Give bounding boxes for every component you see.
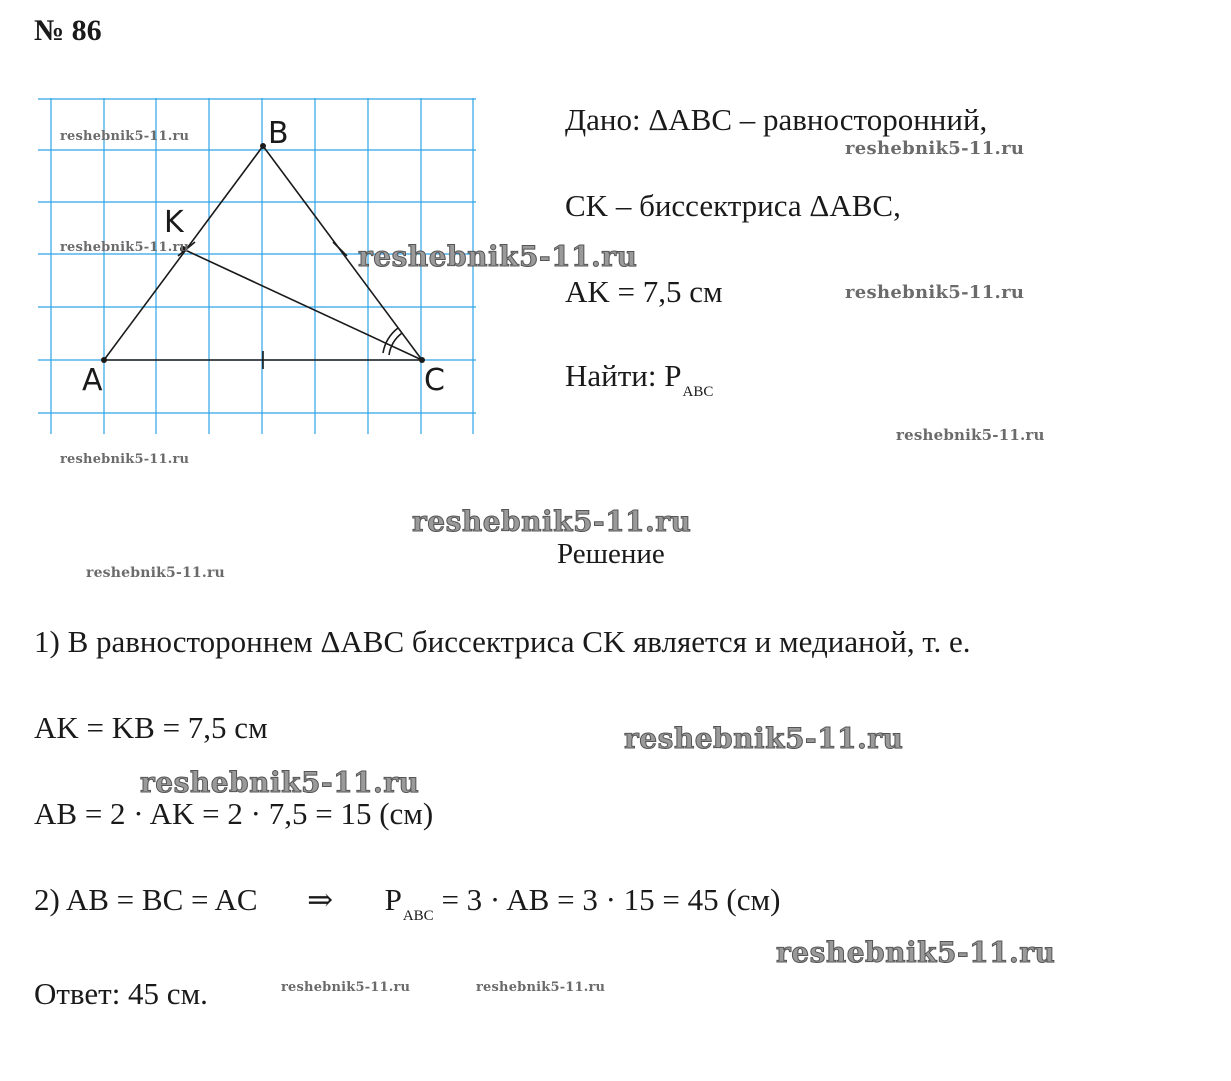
step-2-subscript: ABC — [402, 908, 434, 924]
watermark-large: reshebnik5-11.ru — [624, 722, 904, 755]
watermark: reshebnik5-11.ru — [60, 452, 190, 467]
problem-number: № 86 — [34, 14, 102, 47]
label-b: B — [268, 116, 289, 151]
watermark-large: reshebnik5-11.ru — [140, 766, 420, 799]
step-2 — [34, 882, 780, 924]
implies-arrow: ⇒ — [307, 882, 334, 917]
watermark: reshebnik5-11.ru — [60, 129, 190, 144]
watermark: reshebnik5-11.ru — [86, 565, 225, 581]
find-perimeter: P — [664, 358, 682, 393]
answer: Ответ: 45 см. — [34, 976, 208, 1011]
watermark-large: reshebnik5-11.ru — [776, 936, 1056, 969]
given-line-1: Дано: ΔABC – равносторонний, — [565, 102, 988, 137]
step-2-perimeter: P — [384, 882, 402, 917]
given-line-3: AK = 7,5 см — [565, 274, 723, 309]
watermark: reshebnik5-11.ru — [845, 282, 1025, 303]
label-c: C — [424, 363, 445, 398]
watermark: reshebnik5-11.ru — [845, 138, 1025, 159]
solution-heading: Решение — [557, 538, 665, 570]
label-k: K — [164, 205, 184, 240]
find-label: Найти: — [565, 358, 657, 393]
given-line-2: CK – биссектриса ΔABC, — [565, 188, 901, 223]
step-2-left: 2) AB = BC = AC — [34, 882, 258, 917]
find-subscript: ABC — [682, 384, 714, 400]
label-a: A — [82, 363, 103, 398]
find-line — [565, 358, 713, 400]
watermark-large: reshebnik5-11.ru — [358, 240, 638, 273]
step-1-eq-1: AK = KB = 7,5 см — [34, 710, 268, 745]
watermark: reshebnik5-11.ru — [281, 980, 411, 995]
watermark: reshebnik5-11.ru — [476, 980, 606, 995]
watermark: reshebnik5-11.ru — [896, 426, 1045, 444]
watermark-large: reshebnik5-11.ru — [412, 505, 692, 538]
step-2-right: = 3 · AB = 3 · 15 = 45 (см) — [441, 882, 781, 917]
watermark: reshebnik5-11.ru — [60, 240, 190, 255]
step-1: 1) В равностороннем ΔABC биссектриса CK является и медианой, т. е. — [34, 624, 971, 659]
step-1-eq-2: AB = 2 · AK = 2 · 7,5 = 15 (см) — [34, 796, 434, 831]
